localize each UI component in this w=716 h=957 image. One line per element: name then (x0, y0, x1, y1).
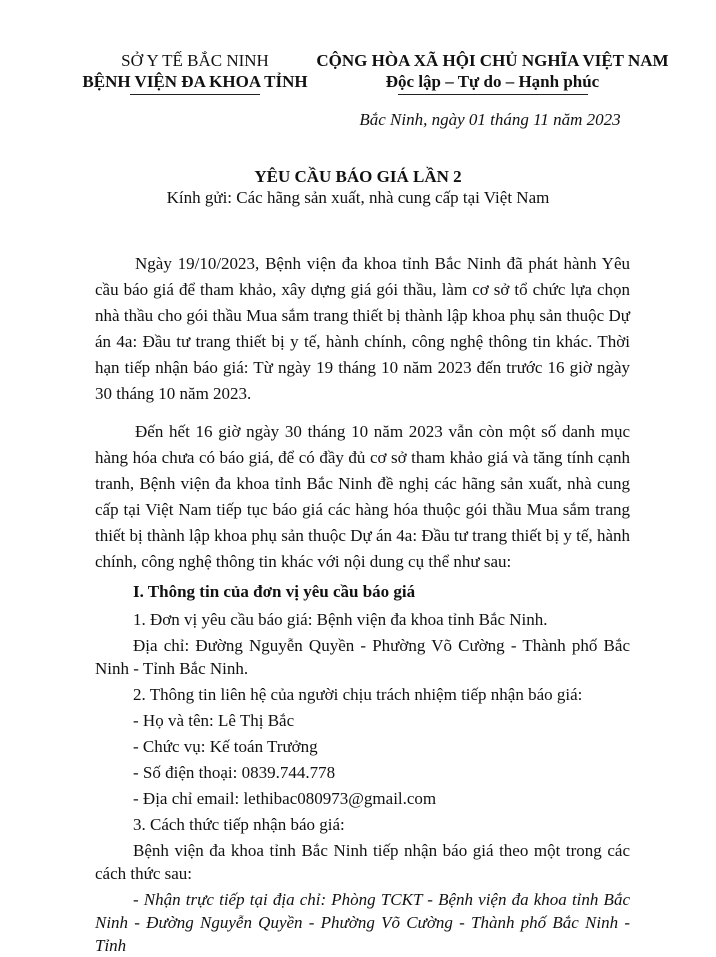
list-item: Bệnh viện đa khoa tỉnh Bắc Ninh tiếp nhận báo giá theo một trong các cách thức sau: (95, 841, 630, 883)
document-title-block (0, 166, 716, 208)
paragraph: Đến hết 16 giờ ngày 30 tháng 10 năm 2023 vẫn còn một số danh mục hàng hóa chưa có báo giá, để có đầy đủ cơ sở tham khảo giá và tăng tính cạnh tranh, Bệnh viện đa khoa tỉnh Bắc Ninh đề nghị các hãng sản xuất, nhà cung cấp tại Việt Nam tiếp tục báo giá các hàng hóa thuộc gói thầu Mua sắm trang thiết bị thành lập khoa phụ sản thuộc Dự án 4a: Đầu tư trang thiết bị y tế, hành chính, công nghệ thông tin khác với nội dung cụ thể như sau: (95, 422, 630, 571)
list-item: 3. Cách thức tiếp nhận báo giá: (133, 815, 345, 834)
motto: Độc lập – Tự do – Hạnh phúc (385, 72, 600, 91)
divider (130, 94, 260, 95)
list-item: - Nhận trực tiếp tại địa chỉ: Phòng TCKT - Bệnh viện đa khoa tỉnh Bắc Ninh - Đường Nguyễn Quyền - Phường Võ Cường - Thành phố Bắc Ninh - Tỉnh (95, 890, 630, 955)
list-item: - Địa chỉ email: lethibac080973@gmail.com (133, 789, 437, 808)
list-item: - Họ và tên: Lê Thị Bắc (133, 711, 295, 730)
document-title: YÊU CẦU BÁO GIÁ LẦN 2 (254, 167, 462, 186)
section-heading: I. Thông tin của đơn vị yêu cầu báo giá (133, 582, 416, 601)
document-body (95, 251, 630, 957)
document-date: Bắc Ninh, ngày 01 tháng 11 năm 2023 (359, 110, 621, 129)
paragraph: Ngày 19/10/2023, Bệnh viện đa khoa tỉnh Bắc Ninh đã phát hành Yêu cầu báo giá để tham khảo, xây dựng giá gói thầu, làm cơ sở tổ chức lựa chọn nhà thầu cho gói thầu Mua sắm trang thiết bị thành lập khoa phụ sản thuộc Dự án 4a: Đầu tư trang thiết bị y tế, hành chính, công nghệ thông tin khác. Thời hạn tiếp nhận báo giá: Từ ngày 19 tháng 10 năm 2023 đến trước 16 giờ ngày 30 tháng 10 năm 2023. (95, 254, 630, 403)
list-item: - Chức vụ: Kế toán Trưởng (133, 737, 318, 756)
list-item: - Số điện thoại: 0839.744.778 (133, 763, 336, 782)
national-motto (305, 50, 680, 95)
recipient: Kính gửi: Các hãng sản xuất, nhà cung cấp tại Việt Nam (166, 188, 550, 207)
hospital-name: BỆNH VIỆN ĐA KHOA TỈNH (82, 72, 308, 91)
list-item: 1. Đơn vị yêu cầu báo giá: Bệnh viện đa khoa tỉnh Bắc Ninh. (133, 610, 548, 629)
country-name: CỘNG HÒA XÃ HỘI CHỦ NGHĨA VIỆT NAM (316, 51, 669, 70)
list-item: 2. Thông tin liên hệ của người chịu trách nhiệm tiếp nhận báo giá: (133, 685, 583, 704)
issuing-agency (70, 50, 320, 95)
list-item: Địa chỉ: Đường Nguyễn Quyền - Phường Võ Cường - Thành phố Bắc Ninh - Tỉnh Bắc Ninh. (95, 636, 630, 678)
department-name: SỞ Y TẾ BẮC NINH (121, 51, 269, 70)
divider (398, 94, 588, 95)
